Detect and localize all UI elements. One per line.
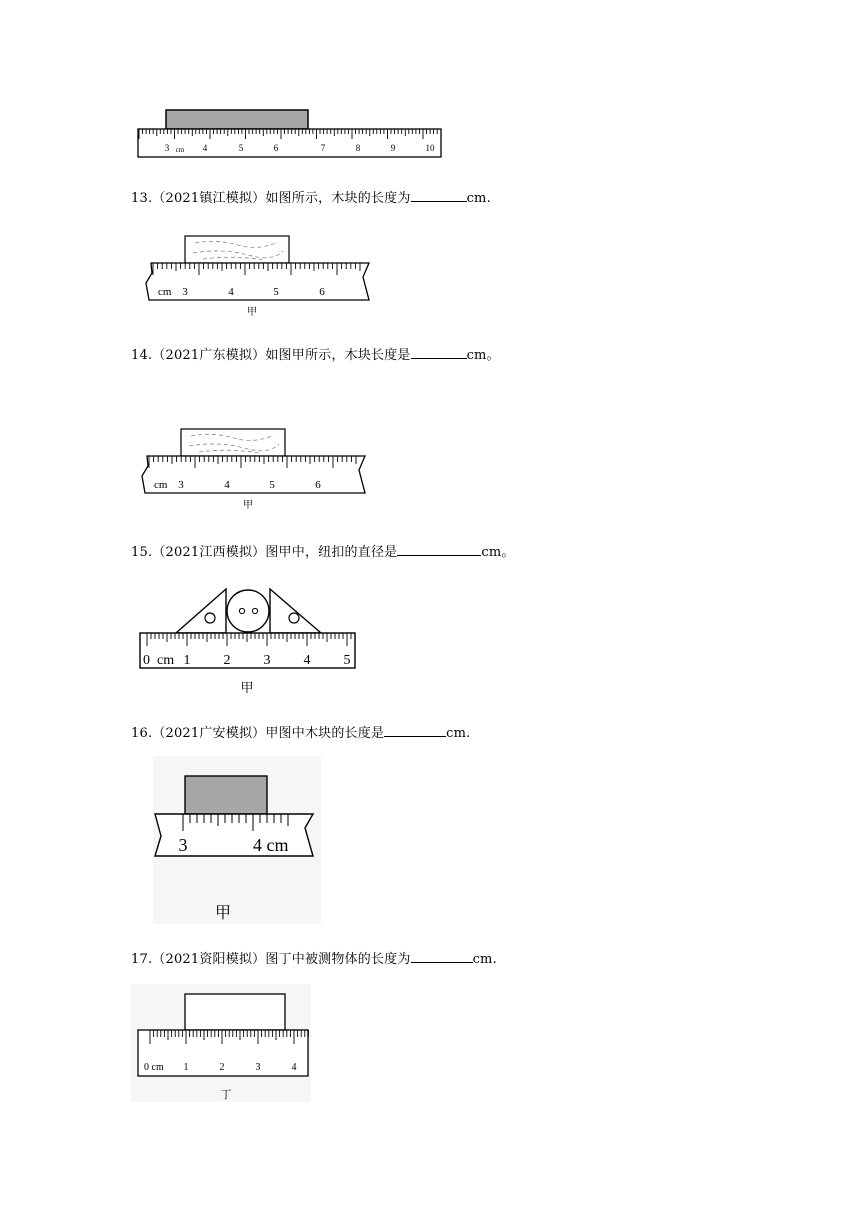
ruler-label: 3 <box>178 835 188 855</box>
answer-blank[interactable] <box>411 189 467 202</box>
ruler-label: cm <box>157 653 175 668</box>
question-text: 17.（2021资阳模拟）图丁中被测物体的长度为 <box>131 952 411 967</box>
question-15 <box>131 541 515 560</box>
figure-ruler-q15 <box>138 580 368 700</box>
answer-blank[interactable] <box>411 950 473 963</box>
ruler-label: 5 <box>238 143 244 153</box>
ruler-label: 10 <box>425 143 435 153</box>
ruler-label: 2 <box>223 653 231 668</box>
ruler-label: 1 <box>183 1062 189 1073</box>
figure-ruler-q13 <box>143 233 373 321</box>
triangle-left <box>176 589 226 633</box>
wood-block <box>181 429 285 456</box>
unit-text: cm。 <box>481 545 515 560</box>
ruler-label: 2 <box>219 1062 225 1073</box>
figure-caption: 甲 <box>243 500 253 511</box>
ruler-label: 5 <box>273 286 279 298</box>
ruler-label: cm <box>175 146 185 154</box>
ruler-label: 8 <box>355 143 361 153</box>
ruler-label: 1 <box>183 653 191 668</box>
answer-blank[interactable] <box>411 346 467 359</box>
question-17 <box>131 948 497 967</box>
ruler-label: 4 <box>202 143 208 153</box>
ruler-label: 6 <box>315 479 321 491</box>
ruler-label: 5 <box>269 479 275 491</box>
ruler-label: 3 <box>178 479 184 491</box>
question-16 <box>131 722 471 741</box>
ruler-body <box>146 263 369 300</box>
ruler-label: 6 <box>319 286 325 298</box>
triangle-hole-icon <box>205 613 215 623</box>
ruler-label: 3 <box>164 143 170 153</box>
unit-text: cm. <box>446 726 471 741</box>
measured-block <box>185 776 267 814</box>
button-hole-icon <box>252 608 257 613</box>
triangle-hole-icon <box>289 613 299 623</box>
figure-ruler-q17 <box>131 984 311 1104</box>
ruler-label: 3 <box>263 653 271 668</box>
figure-caption: 甲 <box>214 905 232 922</box>
ruler-label: 4 <box>303 653 311 668</box>
unit-text: cm. <box>466 191 491 206</box>
figure-caption: 甲 <box>240 680 254 695</box>
figure-ruler-q14 <box>139 426 369 514</box>
ruler-label: 0 <box>143 653 150 668</box>
ruler-label: 3 <box>182 286 188 298</box>
ruler-label: 4 <box>228 286 234 298</box>
answer-blank[interactable] <box>397 543 481 556</box>
button-hole-icon <box>239 608 244 613</box>
question-14 <box>131 344 500 363</box>
wood-block <box>185 236 289 263</box>
ruler-label: 5 <box>343 653 351 668</box>
ruler-label: 4 cm <box>253 835 289 855</box>
question-text: 16.（2021广安模拟）甲图中木块的长度是 <box>131 726 385 741</box>
measured-block <box>166 110 308 129</box>
ruler-label: 9 <box>390 143 396 153</box>
question-text: 14.（2021广东模拟）如图甲所示，木块长度是 <box>131 348 411 363</box>
measured-object <box>185 994 285 1030</box>
ruler-body <box>142 456 365 493</box>
ruler-label: 6 <box>273 143 279 153</box>
ruler-label: cm <box>154 479 168 491</box>
figure-ruler-q16 <box>153 756 323 926</box>
question-text: 15.（2021江西模拟）图甲中，纽扣的直径是 <box>131 545 398 560</box>
figure-ruler-q12 <box>135 105 445 165</box>
ruler-label: 4 <box>224 479 230 491</box>
unit-text: cm。 <box>466 348 500 363</box>
unit-text: cm. <box>472 952 497 967</box>
ruler-label: cm <box>158 286 172 298</box>
figure-caption: 甲 <box>247 307 257 318</box>
ruler-label: 3 <box>255 1062 261 1073</box>
ruler-label: 7 <box>320 143 326 153</box>
figure-caption: 丁 <box>220 1089 232 1101</box>
answer-blank[interactable] <box>384 724 446 737</box>
ruler-label: 4 <box>291 1062 297 1073</box>
triangle-right <box>270 589 321 633</box>
question-text: 13.（2021镇江模拟）如图所示，木块的长度为 <box>131 191 411 206</box>
question-13 <box>131 187 491 206</box>
button-icon <box>227 590 269 632</box>
ruler-label: 0 cm <box>144 1062 164 1073</box>
